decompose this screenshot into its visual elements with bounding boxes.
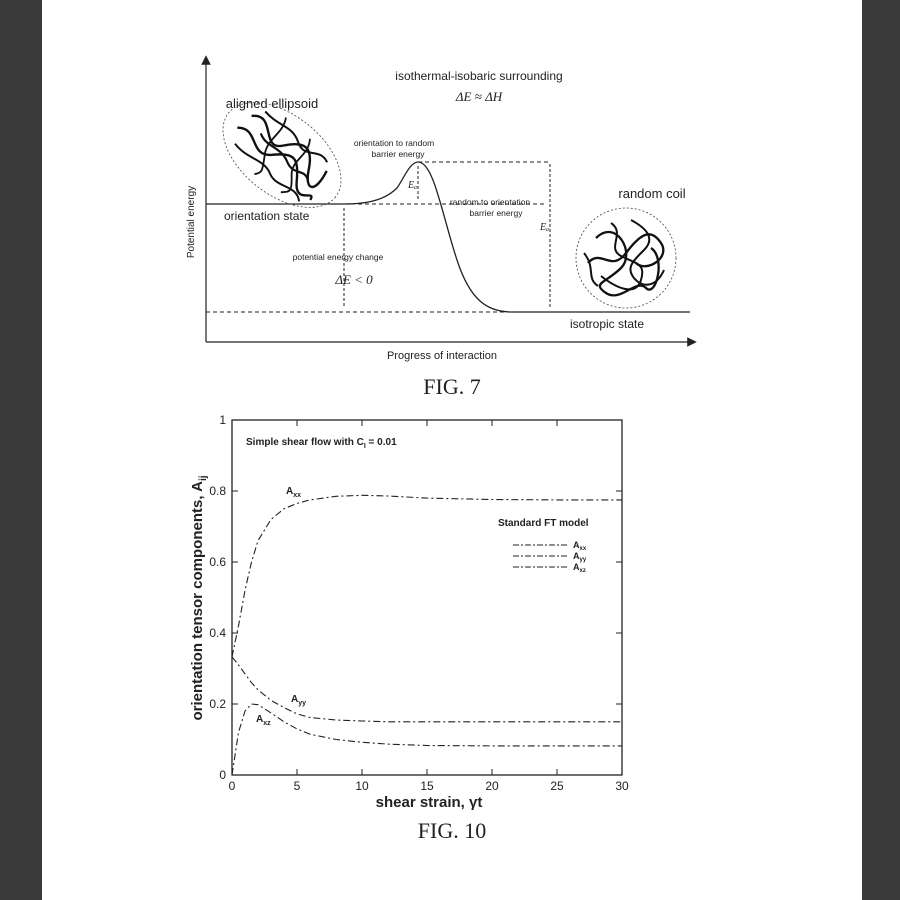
fig10-chart [42, 405, 862, 845]
y-tick-label-1: 0.2 [209, 697, 226, 711]
x-tick-label-2: 10 [355, 779, 369, 793]
y-tick-label-0: 0 [219, 768, 226, 782]
r2o-barrier-line2: barrier energy [469, 208, 523, 218]
fig10-model-label: Standard FT model [498, 518, 589, 529]
fig10-annotation-value: = 0.01 [365, 437, 397, 448]
label-ayy [291, 694, 306, 707]
document-page [42, 0, 862, 900]
fig10-caption: FIG. 10 [417, 818, 487, 843]
y-tick-label-4: 0.8 [209, 484, 226, 498]
fig10-y-label-main: orientation tensor components, A [189, 481, 206, 721]
delta-e-label: ΔE < 0 [335, 272, 373, 287]
legend-label-2 [573, 562, 586, 574]
label-axx-main: A [286, 486, 294, 497]
ea-large-label: Eₐ [540, 222, 550, 233]
legend-label-sub-2: xz [579, 568, 586, 574]
y-tick-label-2: 0.4 [209, 626, 226, 640]
label-ayy-sub: yy [298, 700, 307, 707]
fig10-y-axis-label [189, 475, 209, 720]
fig10-y-label-sub: ij [198, 475, 209, 482]
x-tick-label-1: 5 [293, 779, 301, 793]
x-tick-label-4: 20 [485, 779, 499, 793]
fig10-annotation-main: Simple shear flow with C [246, 437, 364, 448]
series-line-a-yy [232, 657, 622, 722]
legend-label-sub-1: yy [579, 557, 587, 563]
legend-label-main-1: A [573, 551, 580, 561]
random-coil-label: random coil [618, 186, 686, 201]
pe-change-label: potential energy change [292, 252, 384, 262]
y-tick-label-3: 0.6 [209, 555, 226, 569]
label-axz [256, 714, 271, 727]
ea-small-label: Eₐ [408, 180, 418, 191]
x-tick-label-0: 0 [228, 779, 236, 793]
label-axx-sub: xx [293, 492, 302, 499]
fig7-caption: FIG. 7 [423, 374, 481, 399]
o2r-barrier-line1: orientation to random [353, 138, 435, 148]
fig7-x-axis-label: Progress of interaction [386, 350, 498, 362]
energy-curve [344, 162, 690, 312]
legend-label-main-0: A [573, 540, 580, 550]
x-tick-label-5: 25 [550, 779, 564, 793]
label-axx [286, 486, 301, 499]
label-axz-main: A [256, 714, 264, 725]
x-tick-label-6: 30 [615, 779, 629, 793]
fig10-x-axis-label: shear strain, γt [375, 794, 483, 811]
label-ayy-main: A [291, 694, 299, 705]
fig10-annotation [246, 437, 397, 450]
r2o-barrier-line1: random to orientation [449, 197, 531, 207]
label-axz-sub: xz [263, 720, 271, 727]
o2r-barrier-line2: barrier energy [371, 149, 425, 159]
y-tick-label-5: 1 [219, 413, 226, 427]
isotropic-state-label: isotropic state [570, 317, 645, 331]
fig10-annotation-sub: I [363, 443, 366, 450]
aligned-ellipsoid-label: aligned ellipsoid [225, 96, 319, 111]
fig7-surrounding: isothermal-isobaric surrounding [395, 69, 563, 83]
fig7-diagram [42, 0, 862, 380]
legend-label-main-2: A [573, 562, 580, 572]
fig7-y-axis-label: Potential energy [186, 185, 197, 259]
legend-label-sub-0: xx [579, 546, 587, 552]
random-coil-illustration [576, 208, 676, 308]
fig7-energy-relation: ΔE ≈ ΔH [455, 89, 503, 104]
x-tick-label-3: 15 [420, 779, 434, 793]
series-line-a-xz [232, 704, 622, 775]
orientation-state-label: orientation state [224, 209, 310, 223]
